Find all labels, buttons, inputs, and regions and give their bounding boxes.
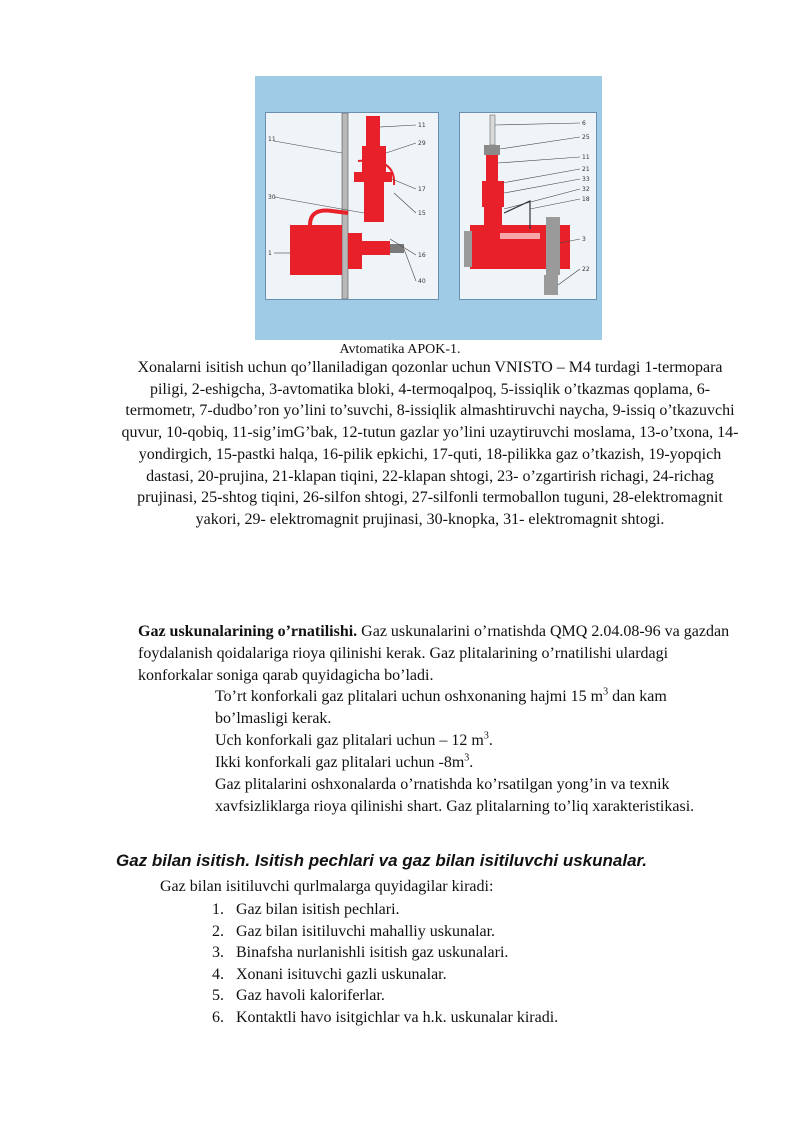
list-text: Gaz bilan isitiluvchi mahalliy uskunalar. — [236, 922, 496, 940]
list-item — [212, 985, 558, 1007]
cubic-superscript: 3 — [464, 752, 470, 764]
right-label: 3 — [582, 236, 586, 243]
heating-heading: Gaz bilan isitish. Isitish pechlari va gaz bilan isitiluvchi uskunalar. — [116, 851, 647, 870]
list-text: Binafsha nurlanishli isitish gaz uskunalari. — [236, 944, 509, 962]
right-diagram — [460, 113, 596, 299]
shaft-shape — [490, 115, 495, 145]
two-burner-text-end: . — [469, 754, 474, 771]
installation-paragraph — [138, 621, 742, 687]
heating-intro: Gaz bilan isitiluvchi qurlmalarga quyidagilar kiradi: — [160, 878, 494, 895]
left-label: 16 — [418, 252, 426, 259]
right-label: 22 — [582, 266, 590, 273]
four-burner-text: To’rt konforkali gaz plitalari uchun oshxonaning hajmi 15 m — [215, 688, 604, 705]
heating-list — [212, 899, 558, 1029]
pilot-ring-shape — [354, 172, 392, 182]
list-number: 1. — [212, 901, 224, 918]
nut-shape — [484, 145, 500, 155]
figure-caption: Avtomatika APOK-1. — [339, 342, 461, 357]
left-label: 29 — [418, 140, 426, 147]
left-diagram-panel — [265, 112, 439, 300]
right-label: 18 — [582, 196, 590, 203]
lever-shape — [504, 201, 530, 229]
list-item — [212, 1007, 558, 1029]
installation-text: Gaz uskunalarini o’rnatishda QMQ 2.04.08-96 va gazdan foydalanish qoidalariga rioya qilinishi kerak. Gaz plitalarining o’rnatilishi ulardagi konforkalar soniga qarab quyidagicha bo’ladi. — [138, 623, 730, 684]
channel-shape — [500, 233, 540, 239]
two-burner-text: Ikki konforkali gaz plitalari uchun -8m — [215, 754, 465, 771]
pilot-stem-shape — [364, 182, 384, 222]
left-flange-shape — [464, 231, 472, 267]
list-text: Gaz bilan isitish pechlari. — [236, 901, 400, 918]
three-burner-text-end: . — [488, 732, 493, 749]
safety-paragraph: Gaz plitalarini oshxonalarda o’rnatishda ko’rsatilgan yong’in va texnik xavfsizliklarga rioya qilinishi shart. Gaz plitalarning to’liq xarakteristikasi. — [215, 776, 695, 815]
left-label: 17 — [418, 186, 426, 193]
left-label: 30 — [268, 194, 276, 201]
list-text: Xonani isituvchi gazli uskunalar. — [236, 965, 447, 983]
list-number: 4. — [212, 965, 224, 983]
two-burner-rule — [215, 752, 735, 774]
left-label: 11 — [418, 122, 426, 129]
left-label: 40 — [418, 278, 426, 285]
pilot-body-shape — [362, 146, 386, 172]
right-label: 11 — [582, 154, 590, 161]
list-number: 3. — [212, 944, 224, 962]
upper-body-shape — [486, 155, 498, 181]
three-burner-rule — [215, 730, 735, 752]
pilot-tube-shape — [366, 116, 380, 146]
connector-shape — [362, 241, 390, 255]
list-number: 5. — [212, 987, 224, 1005]
list-number: 6. — [212, 1008, 224, 1026]
nozzle-shape — [390, 244, 404, 253]
list-item — [212, 899, 558, 921]
four-burner-rule — [215, 686, 735, 730]
housing-shape — [484, 207, 502, 225]
three-burner-text: Uch konforkali gaz plitalari uchun – 12 m — [215, 732, 484, 749]
right-flange-shape — [546, 217, 560, 275]
right-label: 25 — [582, 134, 590, 141]
base-shape — [544, 275, 558, 295]
valve-shape — [348, 233, 362, 269]
control-block-shape — [290, 225, 342, 275]
left-label: 15 — [418, 210, 426, 217]
list-number: 2. — [212, 922, 224, 940]
cubic-superscript: 3 — [483, 730, 489, 742]
right-label: 33 — [582, 176, 590, 183]
four-burner-text-end: dan kam bo’lmasligi kerak. — [215, 688, 667, 727]
left-diagram — [266, 113, 438, 299]
list-item — [212, 942, 558, 964]
installation-title: Gaz uskunalarining o’rnatilishi. — [138, 623, 358, 640]
right-label: 32 — [582, 186, 590, 193]
right-label: 21 — [582, 166, 590, 173]
right-label: 6 — [582, 120, 586, 127]
left-label: 11 — [268, 136, 276, 143]
figure-description: Xonalarni isitish uchun qo’llaniladigan qozonlar uchun VNISTO – M4 turdagi 1-termopara piligi, 2-eshigcha, 3-avtomatika bloki, 4-termoqalpoq, 5-issiqlik o’tkazmas qoplama, 6-termometr, 7-dudbo’ron yo’lini to’suvchi, 8-issiqlik almashtiruvchi naycha, 9-issiq o’tkazuvchi quvur, 10-qobiq, 11-sig’imG’bak, 12-tutun gazlar yo’lini uzaytiruvchi moslama, 13-o’txona, 14-yondirgich, 15-pastki halqa, 16-pilik epkichi, 17-quti, 18-pilikka gaz o’tkazish, 19-yopqich dastasi, 20-prujina, 21-klapan tiqini, 22-klapan shtogi, 23- o’zgartirish richagi, 24-richag prujinasi, 25-shtog tiqini, 26-silfon shtogi, 27-silfonli termoballon tuguni, 28-elektromagnit yakori, 29- elektromagnit prujinasi, 30-knopka, 31- elektromagnit shtogi. — [121, 359, 739, 528]
wall-shape — [342, 113, 348, 299]
list-text: Kontaktli havo isitgichlar va h.k. uskunalar kiradi. — [236, 1008, 559, 1026]
right-diagram-panel — [459, 112, 597, 300]
cubic-superscript: 3 — [603, 686, 609, 698]
list-item — [212, 964, 558, 986]
automation-figure — [255, 76, 602, 340]
left-label: 1 — [268, 250, 272, 257]
list-text: Gaz havoli kaloriferlar. — [236, 987, 385, 1005]
bellows-shape — [482, 181, 504, 207]
list-item — [212, 921, 558, 943]
